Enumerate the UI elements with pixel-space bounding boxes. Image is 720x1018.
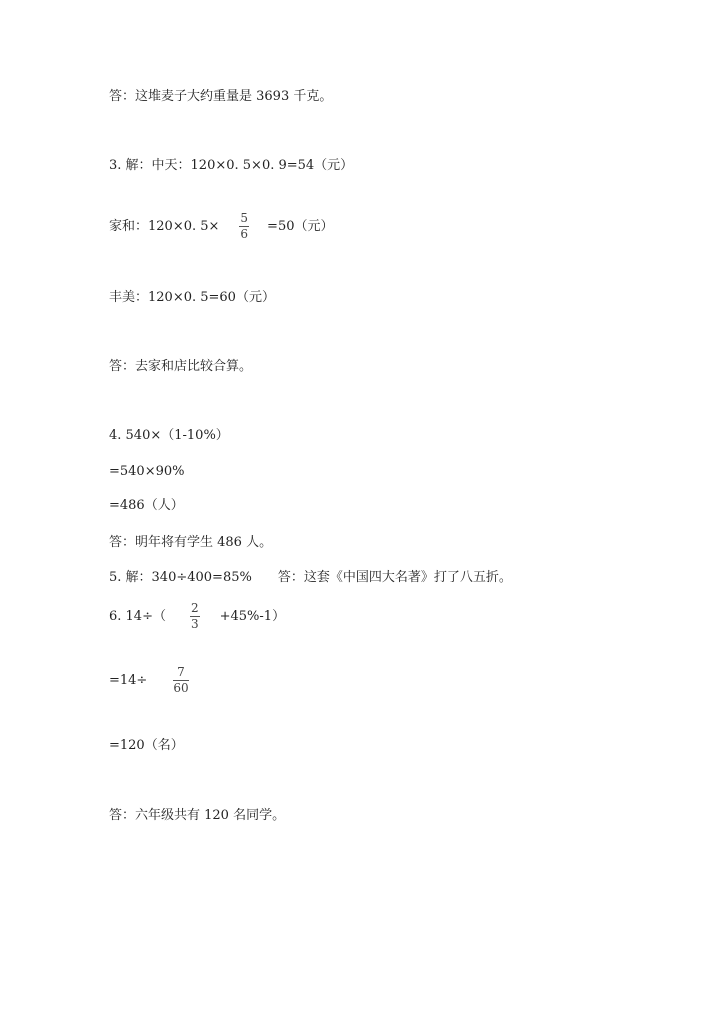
answer-weight-text: 答：这堆麦子大约重量是 3693 千克。 [109,89,333,104]
answer-store-text: 答：去家和店比较合算。 [109,359,253,374]
solution-6-step1 [109,602,285,631]
solution-6-step3 [109,738,184,754]
fraction-two-thirds [190,602,200,631]
sixth-grade-calc-step3: =120（名） [109,738,184,753]
solution-3-fengmei [109,290,275,306]
sixth-grade-calc-step2: =14÷ [109,672,148,688]
fraction-numerator: 2 [190,601,199,615]
answer-line-classmates [109,808,285,824]
fraction-denominator: 60 [173,681,189,695]
discount-calc: 5. 解：340÷400=85% [109,570,252,585]
answer-line-weight [109,89,332,105]
jiahe-calc-prefix: 家和：120×0. 5× [109,218,220,234]
students-calc-step2: =540×90% [109,464,185,479]
solution-4-step1 [109,428,229,444]
solution-5 [109,570,512,586]
students-calc-step1: 4. 540×（1-10%） [109,428,229,443]
solution-4-step2 [109,464,185,480]
jiahe-calc-result: =50（元） [267,218,334,234]
fengmei-calc: 丰美：120×0. 5=60（元） [109,290,275,305]
fraction-denominator: 6 [240,227,249,241]
solution-4-step3 [109,498,184,514]
solution-3-zhongtian [109,158,353,174]
solution-3-jiahe [109,212,333,241]
fraction-seven-sixtieths [173,666,188,695]
fraction-numerator: 7 [177,665,185,679]
fraction-denominator: 3 [190,617,199,631]
sixth-grade-calc-prefix: 6. 14÷（ [109,608,166,624]
answer-line-store [109,359,252,375]
sixth-grade-calc-suffix: +45%-1） [219,608,286,624]
answer-discount-text: 答：这套《中国四大名著》打了八五折。 [277,570,512,585]
answer-line-students [109,535,272,551]
solution-6-step2 [109,666,195,695]
answer-students-text: 答：明年将有学生 486 人。 [109,535,273,550]
students-calc-step3: =486（人） [109,498,184,513]
fraction-numerator: 5 [240,211,249,225]
zhongtian-calc: 3. 解：中天：120×0. 5×0. 9=54（元） [109,158,354,173]
fraction-five-sixths [239,212,249,241]
answer-classmates-text: 答：六年级共有 120 名同学。 [109,808,286,823]
